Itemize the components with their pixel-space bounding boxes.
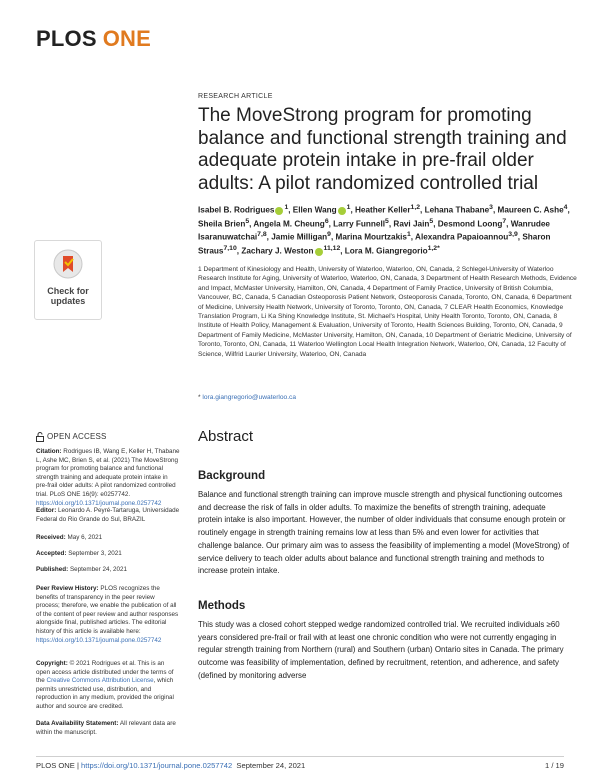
author-sup: 1,2* [427, 245, 440, 253]
journal-name-one: ONE [102, 26, 151, 51]
author-name: , Angela M. Cheung [249, 219, 325, 229]
citation-block [36, 448, 180, 508]
author-name: , Larry Funnell [328, 219, 386, 229]
author-sup: 5 [429, 217, 434, 225]
badge-line-1: Check for [47, 286, 89, 296]
background-heading: Background [198, 470, 266, 482]
copyright-text-after: , which permits unrestricted use, distribution, and reproduction in any medium, provided the original author and source are credited. [36, 677, 174, 710]
page-footer [36, 761, 564, 770]
author-sup: 5 [385, 217, 389, 225]
open-access-label [36, 432, 107, 442]
author-sup: 4 [563, 204, 568, 211]
author-name: , Jamie Milligan [266, 233, 328, 243]
author-sup: 1 [406, 231, 411, 239]
orcid-icon[interactable] [315, 248, 323, 256]
editor-block [36, 507, 180, 524]
bookmark-check-icon [53, 249, 83, 279]
author-name: , Ellen Wang [288, 205, 337, 215]
author-name: , Lehana Thabane [420, 205, 490, 215]
footer-date: September 24, 2021 [236, 761, 306, 770]
citation-text: Rodrigues IB, Wang E, Keller H, Thabane L, Ashe MC, Brien S, et al. (2021) The MoveStrong program for promoting balance and functional strength training and adequate protein intake in pre-frail older adults: A pilot randomized controlled trial. PLoS ONE 16(9): e0257742. [36, 448, 180, 498]
author-name: , Marina Mourtzakis [330, 233, 407, 243]
published-date: September 24, 2021 [69, 566, 127, 573]
data-availability-block [36, 720, 180, 737]
affiliations: 1 Department of Kinesiology and Health, University of Waterloo, Waterloo, ON, Canada, 2 Schlegel-University of Waterloo Research Institute for Aging, University of Waterloo, Waterloo, ON, Canada, 3 Department of Health Research Methods, Evidence and Impact, McMaster University, Hamilton, ON, Canada, 4 Department of Family Practice, University of British Columbia, Vancouver, BC, Canada, 5 Canadian Osteoporosis Patient Network, Osteoporosis Canada, Toronto, ON, Canada, 6 Department of Medicine, University Health Network, University of Toronto, Toronto, ON, Canada, 7 CLEAR Health Economics, Knowledge Translation Program, Li Ka Shing Knowledge Institute, St. Michael's Hospital, Unity Health Toronto, Toronto, ON, Canada, 8 Institute of Health Policy, Management & Evaluation, University of Toronto, Health Sciences Building, Toronto, ON, Canada, 9 Department of Family Medicine, McMaster University, Hamilton, ON, Canada, 10 Department of Geriatric Medicine, University of Toronto, Toronto, ON, Canada, 11 Waterloo Wellington Local Health Integration Network, Waterloo, ON, Canada, 12 Faculty of Science, Wilfrid Laurier University, Waterloo, ON, Canada [198, 266, 577, 358]
check-for-updates-badge[interactable] [34, 240, 102, 320]
accepted-block [36, 550, 180, 559]
corresponding-mark: * [198, 394, 201, 401]
author-list [198, 202, 578, 257]
footer-divider [36, 756, 564, 757]
orcid-icon[interactable] [275, 207, 283, 215]
journal-logo [36, 26, 151, 52]
author-sup: 9 [327, 231, 331, 239]
author-sup: 7 [502, 217, 507, 225]
footer-journal: PLOS ONE [36, 761, 75, 770]
received-date: May 6, 2021 [67, 534, 103, 541]
author-sup: 3 [489, 204, 493, 211]
editor-label: Editor: [36, 507, 57, 514]
peer-review-block [36, 585, 180, 645]
abstract-heading: Abstract [198, 428, 254, 445]
background-text: Balance and functional strength training can improve muscle strength and physical functioning outcomes and decrease the risk of falls in older adults. To maximize the benefits of strength training, adequate protein intake is also important. However, the number of older individuals that consume enough protein or routinely engage in strength training remains low at less than 5% and even lower for activities that challenge balance. Our primary aim was to assess the feasibility of implementing a model (MoveStrong) of service delivery to teach older adults about balance and functional strength training and methods to increase protein intake. [198, 490, 570, 576]
received-block [36, 534, 180, 543]
author-sup: 1 [284, 204, 289, 211]
email-link[interactable]: lora.giangregorio@uwaterloo.ca [202, 394, 296, 401]
author-name: , Maureen C. Ashe [492, 205, 564, 215]
author-name: , Wanrudee Isaranuwatchai [198, 219, 550, 243]
accepted-date: September 3, 2021 [68, 550, 122, 557]
author-sup: 7,8 [257, 231, 267, 239]
orcid-icon[interactable] [338, 207, 346, 215]
author-sup: 1,2 [410, 204, 421, 211]
journal-name-plos: PLOS [36, 26, 97, 51]
article-title: The MoveStrong program for promoting balance and functional strength training and adequate protein intake in pre-frail older adults: A pilot randomized controlled trial [198, 105, 567, 194]
copyright-block [36, 660, 180, 712]
data-availability-label: Data Availability Statement: [36, 720, 119, 727]
open-lock-icon [36, 432, 44, 442]
author-name: , Sharon Straus [198, 233, 551, 256]
author-name: , Lora M. Giangregorio [340, 246, 428, 256]
data-availability-text: All relevant data are within the manuscript. [36, 720, 176, 736]
citation-doi-link[interactable]: https://doi.org/10.1371/journal.pone.0257742 [36, 499, 162, 507]
author-name: , Ravi Jain [388, 219, 430, 229]
peer-review-link[interactable]: https://doi.org/10.1371/journal.pone.0257742 [36, 636, 162, 644]
methods-text: This study was a closed cohort stepped wedge randomized controlled trial. We recruited individuals ≥60 years considered pre-frail or frail with at least one chronic condition who were not currently engaging in regular strength training from Northern (rural) and Southern (urban) Ontario sites in Canada. The primary outcome was feasibility of implementation, defined by recruitment, retention, and adherence, and safety (defined by monitoring adverse [198, 620, 564, 680]
author-sup: 1 [346, 204, 351, 211]
author-name: , Sheila Brien [198, 205, 570, 229]
author-name: , Zachary J. Weston [236, 246, 314, 256]
peer-review-text: PLOS recognizes the benefits of transparency in the peer review process; therefore, we enable the publication of all of the content of peer review and author responses alongside final, published articles. The editorial history of this article is available here: [36, 585, 179, 635]
published-block [36, 566, 180, 575]
page-number: 1 / 19 [545, 761, 564, 770]
peer-review-label: Peer Review History: [36, 585, 99, 592]
copyright-text: © 2021 Rodrigues et al. This is an open access article distributed under the terms of the [36, 660, 174, 685]
author-sup: 5 [245, 217, 250, 225]
author-name: , Desmond Loong [433, 219, 503, 229]
corresponding-email [198, 394, 296, 401]
author-sup: 11,12 [323, 245, 341, 253]
citation-label: Citation: [36, 448, 62, 455]
author-name: , Heather Keller [350, 205, 411, 215]
author-sup: 3,9 [508, 231, 518, 239]
author-sup: 7,10 [223, 245, 237, 253]
badge-line-2: updates [50, 296, 86, 306]
published-label: Published: [36, 566, 69, 573]
received-label: Received: [36, 534, 66, 541]
accepted-label: Accepted: [36, 550, 67, 557]
methods-heading: Methods [198, 600, 246, 612]
editor-text: Leonardo A. Peyré-Tartaruga, Universidade Federal do Rio Grande do Sul, BRAZIL [36, 507, 180, 523]
copyright-label: Copyright: [36, 660, 68, 667]
author-name: Isabel B. Rodrigues [198, 205, 275, 215]
license-link[interactable]: Creative Commons Attribution License [46, 677, 154, 685]
author-sup: 6 [324, 217, 329, 225]
footer-separator: | [74, 761, 82, 770]
open-access-text: OPEN ACCESS [47, 432, 107, 442]
author-name: , Alexandra Papaioannou [410, 233, 509, 243]
article-type: RESEARCH ARTICLE [198, 93, 273, 100]
footer-doi-link[interactable]: https://doi.org/10.1371/journal.pone.0257742 [81, 761, 233, 770]
